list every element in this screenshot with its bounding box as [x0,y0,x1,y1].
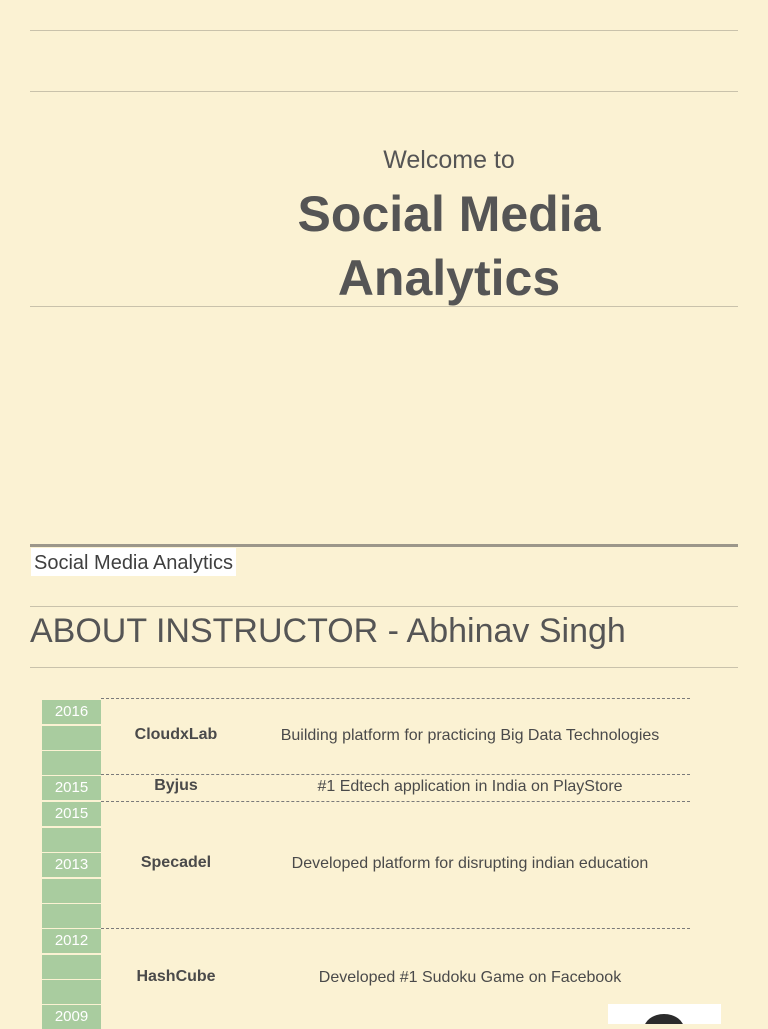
heading-rule-bottom [30,667,738,668]
year-cell [42,980,101,1004]
year-cell [42,726,101,750]
year-cell [42,879,101,903]
timeline-description: #1 Edtech application in India on PlayStore [317,778,623,795]
year-cell: 2016 [42,700,101,724]
slide-title [160,182,738,310]
section-heading: ABOUT INSTRUCTOR - Abhinav Singh [30,612,626,650]
slide-title-line1: Social Media [297,186,601,242]
top-rule [30,30,738,31]
welcome-text: Welcome to [383,146,515,174]
instructor-photo [608,1004,721,1024]
rule-2 [30,91,738,92]
timeline-company: Specadel [140,854,212,871]
instructor-photo-hair [644,1014,684,1024]
timeline-description: Developed #1 Sudoku Game on Facebook [318,969,622,986]
year-cell [42,828,101,852]
timeline-company: CloudxLab [134,726,218,743]
slide-title-line2: Analytics [337,250,561,306]
timeline-company: Byjus [154,777,198,794]
section-divider [30,544,738,547]
year-cell: 2015 [42,802,101,826]
year-cell: 2013 [42,853,101,877]
timeline-company: HashCube [136,968,216,985]
year-cell: 2012 [42,929,101,953]
timeline-separator [101,928,690,929]
year-cell [42,751,101,775]
timeline-separator [101,774,690,775]
timeline-separator [101,698,690,699]
year-cell [42,955,101,979]
timeline-separator [101,801,690,802]
timeline-description: Building platform for practicing Big Data Technologies [280,727,660,744]
year-cell [42,904,101,928]
year-cell: 2009 [42,1005,101,1029]
heading-rule-top [30,606,738,607]
year-cell: 2015 [42,776,101,800]
timeline-description: Developed platform for disrupting indian education [291,855,649,872]
course-tag: Social Media Analytics [31,548,236,576]
